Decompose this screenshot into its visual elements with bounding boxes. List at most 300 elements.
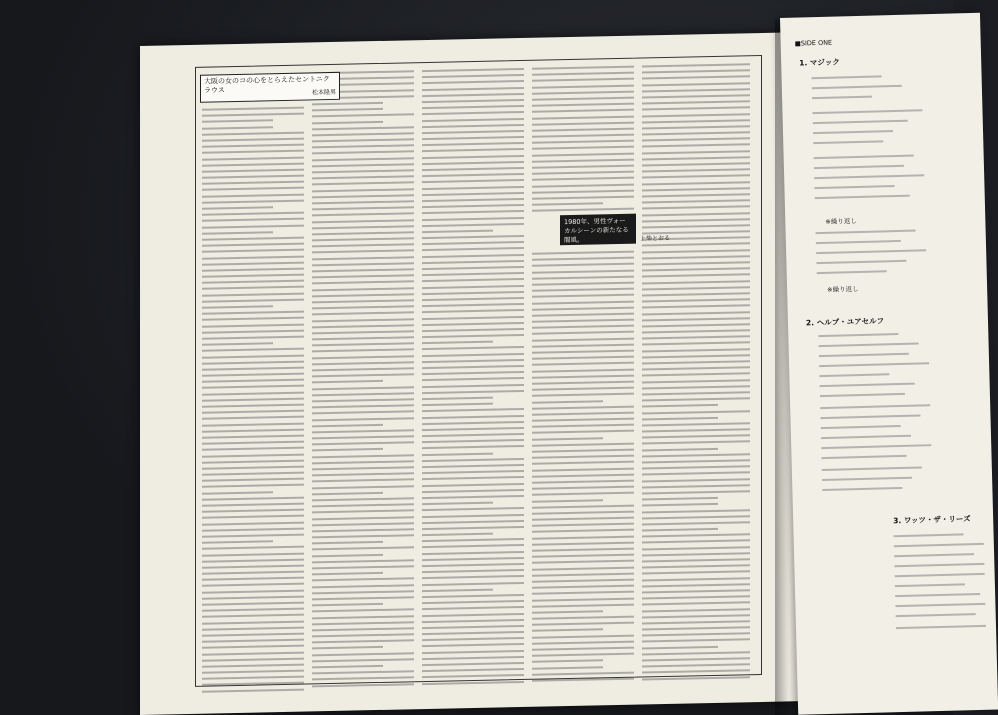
text-line xyxy=(422,533,493,536)
text-line xyxy=(312,522,414,526)
text-line xyxy=(202,577,304,581)
text-line xyxy=(312,578,414,582)
text-line xyxy=(422,563,524,567)
text-line xyxy=(642,397,750,401)
text-line xyxy=(312,479,414,483)
text-line xyxy=(422,192,524,196)
text-line xyxy=(532,165,634,169)
text-line xyxy=(202,435,304,439)
text-line xyxy=(642,428,750,432)
text-line xyxy=(422,173,524,177)
text-line xyxy=(312,534,414,538)
text-line xyxy=(202,156,304,160)
text-line xyxy=(642,255,750,259)
text-line xyxy=(202,633,304,637)
text-line xyxy=(642,490,750,494)
text-line xyxy=(312,206,414,210)
text-line xyxy=(202,120,273,123)
text-column-5 xyxy=(642,63,750,665)
text-line xyxy=(422,186,524,190)
section-heading-box xyxy=(560,214,636,246)
lyric-line xyxy=(814,174,924,179)
text-line xyxy=(642,589,750,593)
text-line xyxy=(532,511,634,515)
text-line xyxy=(312,554,383,557)
text-line xyxy=(532,90,634,94)
text-line xyxy=(642,94,750,98)
article-title: 大阪の女のコの心をとらえたセントニクラウス xyxy=(204,75,330,95)
text-line xyxy=(532,480,634,484)
text-line xyxy=(642,162,750,166)
text-line xyxy=(202,404,304,408)
text-line xyxy=(422,130,524,134)
text-line xyxy=(312,262,414,266)
text-line xyxy=(312,485,414,489)
text-line xyxy=(312,472,414,476)
lyric-line xyxy=(818,333,898,337)
text-line xyxy=(532,585,634,589)
lyric-line xyxy=(894,543,984,547)
text-line xyxy=(312,646,383,649)
text-line xyxy=(532,183,634,187)
text-line xyxy=(422,328,524,332)
text-line xyxy=(532,288,634,292)
text-line xyxy=(642,199,750,203)
text-line xyxy=(312,138,414,142)
text-line xyxy=(422,216,524,220)
text-line xyxy=(312,114,414,118)
text-line xyxy=(202,391,304,395)
text-line xyxy=(642,546,750,550)
text-line xyxy=(312,454,414,458)
text-line xyxy=(532,356,634,360)
text-line xyxy=(312,497,414,501)
text-line xyxy=(202,484,304,488)
text-line xyxy=(532,405,634,409)
text-line xyxy=(422,334,524,338)
text-line xyxy=(532,109,634,113)
text-line xyxy=(202,126,273,129)
text-line xyxy=(422,439,524,443)
text-line xyxy=(422,359,524,363)
text-line xyxy=(312,417,414,421)
text-line xyxy=(422,476,524,480)
text-line xyxy=(202,218,304,222)
text-line xyxy=(642,144,750,148)
text-line xyxy=(312,145,414,149)
text-line xyxy=(642,540,750,544)
text-line xyxy=(312,411,414,415)
text-line xyxy=(532,473,634,477)
text-line xyxy=(532,572,634,576)
lyric-line xyxy=(822,466,922,471)
text-line xyxy=(642,434,750,438)
text-line xyxy=(312,492,383,495)
text-line xyxy=(422,105,524,109)
text-line xyxy=(312,268,414,272)
text-line xyxy=(532,343,634,347)
text-line xyxy=(422,483,524,487)
text-line xyxy=(422,414,524,418)
text-line xyxy=(532,622,634,626)
text-line xyxy=(312,621,414,625)
text-line xyxy=(422,507,524,511)
lyric-line xyxy=(819,353,909,357)
text-line xyxy=(642,391,750,395)
lyric-line xyxy=(822,487,902,491)
text-line xyxy=(532,566,634,570)
text-line xyxy=(202,379,304,383)
text-line xyxy=(422,650,524,654)
text-line xyxy=(422,117,524,121)
text-line xyxy=(642,448,718,452)
text-line xyxy=(422,74,524,78)
text-line xyxy=(532,282,634,286)
text-line xyxy=(202,292,304,296)
text-line xyxy=(532,350,634,354)
text-line xyxy=(642,602,750,606)
text-line xyxy=(532,616,634,620)
text-line xyxy=(642,564,750,568)
lyric-line xyxy=(820,404,930,409)
text-line xyxy=(202,602,304,606)
text-line xyxy=(312,219,414,223)
text-line xyxy=(642,348,750,352)
text-line xyxy=(202,150,304,154)
side-label: ■SIDE ONE xyxy=(794,38,833,48)
text-line xyxy=(642,280,750,284)
text-line xyxy=(202,657,304,661)
text-line xyxy=(312,330,414,334)
text-line xyxy=(202,138,304,142)
text-line xyxy=(422,210,524,214)
text-line xyxy=(532,455,634,459)
lyric-line xyxy=(813,140,883,144)
text-line xyxy=(202,564,304,568)
text-line xyxy=(532,535,634,539)
text-line xyxy=(532,140,634,144)
text-line xyxy=(202,373,304,377)
lyric-line xyxy=(812,75,882,79)
text-line xyxy=(312,343,414,347)
text-line xyxy=(202,162,304,166)
text-line xyxy=(312,386,414,390)
text-line xyxy=(312,237,414,241)
text-line xyxy=(642,651,750,655)
repeat-note-2: ※繰り返し xyxy=(827,285,859,294)
text-line xyxy=(422,229,493,232)
text-line xyxy=(312,312,414,316)
text-line xyxy=(202,552,304,556)
text-line xyxy=(312,404,414,408)
text-line xyxy=(422,155,524,159)
track-2-title: 2. ヘルプ・ユアセルフ xyxy=(805,316,885,328)
text-line xyxy=(422,341,493,344)
text-line xyxy=(312,194,414,198)
text-line xyxy=(532,387,634,391)
text-line xyxy=(422,557,524,561)
text-line xyxy=(202,496,304,500)
section-heading: 1980年、男性ヴォーカルシーンの新たなる闇風。 xyxy=(564,216,629,245)
text-line xyxy=(202,286,304,290)
lyric-line xyxy=(813,120,908,124)
text-line xyxy=(202,131,304,135)
section-author: 上柴とおる xyxy=(640,234,671,243)
text-line xyxy=(202,608,304,612)
text-line xyxy=(422,390,524,394)
text-line xyxy=(312,665,383,668)
text-line xyxy=(642,453,750,457)
text-line xyxy=(312,373,414,377)
text-line xyxy=(532,393,634,397)
text-line xyxy=(422,656,524,660)
text-line xyxy=(312,102,383,105)
text-line xyxy=(312,169,414,173)
text-line xyxy=(422,427,524,431)
text-line xyxy=(312,603,383,606)
text-line xyxy=(532,634,634,638)
text-line xyxy=(312,658,414,662)
text-line xyxy=(642,366,750,370)
text-line xyxy=(202,261,304,265)
text-line xyxy=(642,76,750,80)
text-line xyxy=(532,517,634,521)
text-line xyxy=(312,287,414,291)
lyric-line xyxy=(896,613,976,617)
text-line xyxy=(532,78,634,82)
text-line xyxy=(312,244,414,248)
text-line xyxy=(312,510,414,514)
text-line xyxy=(642,608,750,612)
text-line xyxy=(312,541,383,544)
text-line xyxy=(202,193,304,197)
text-line xyxy=(312,442,414,446)
text-column-4-bottom xyxy=(532,251,634,668)
text-line xyxy=(312,225,414,229)
text-line xyxy=(422,266,524,270)
text-line xyxy=(312,633,414,637)
text-line xyxy=(642,646,718,650)
text-line xyxy=(642,478,750,482)
text-line xyxy=(312,460,414,464)
lyric-line xyxy=(821,425,901,429)
text-line xyxy=(642,298,750,302)
text-line xyxy=(422,353,524,357)
text-line xyxy=(642,125,750,129)
text-line xyxy=(642,657,750,661)
text-line xyxy=(532,560,634,564)
text-line xyxy=(202,478,304,482)
text-line xyxy=(642,577,750,581)
text-line xyxy=(312,336,414,340)
text-line xyxy=(202,224,304,228)
text-line xyxy=(532,337,634,341)
text-line xyxy=(642,187,750,191)
text-line xyxy=(312,559,414,563)
text-line xyxy=(532,128,634,132)
text-line xyxy=(642,175,750,179)
lyric-line xyxy=(895,603,985,607)
lyric-line xyxy=(816,240,901,244)
text-line xyxy=(422,569,524,573)
text-line xyxy=(532,554,634,558)
lyric-line xyxy=(813,130,893,134)
liner-notes-sheet xyxy=(140,32,800,715)
lyric-line xyxy=(819,362,929,367)
text-line xyxy=(422,625,524,629)
text-line xyxy=(532,381,634,385)
lyric-line xyxy=(821,435,911,439)
text-line xyxy=(532,269,634,273)
text-line xyxy=(202,534,304,538)
text-line xyxy=(532,313,634,317)
text-line xyxy=(532,72,634,76)
text-line xyxy=(532,504,634,508)
text-line xyxy=(422,148,524,152)
text-line xyxy=(532,196,634,200)
lyric-line xyxy=(895,583,965,587)
text-line xyxy=(642,88,750,92)
text-line xyxy=(642,274,750,278)
text-line xyxy=(312,213,414,217)
text-line xyxy=(312,590,414,594)
text-line xyxy=(422,643,524,647)
text-line xyxy=(312,367,414,371)
text-line xyxy=(532,263,634,267)
text-line xyxy=(202,212,304,216)
text-line xyxy=(642,373,750,377)
text-line xyxy=(422,87,524,91)
track-1-title: 1. マジック xyxy=(799,57,840,68)
text-line xyxy=(202,527,304,531)
text-line xyxy=(642,595,750,599)
text-line xyxy=(422,445,524,449)
text-line xyxy=(422,502,493,505)
text-line xyxy=(202,298,304,302)
text-line xyxy=(642,113,750,117)
text-line xyxy=(312,503,414,507)
text-line xyxy=(642,410,750,414)
text-line xyxy=(532,325,634,329)
text-line xyxy=(642,335,750,339)
text-line xyxy=(642,119,750,123)
text-line xyxy=(532,597,634,601)
text-line xyxy=(422,93,524,97)
text-line xyxy=(312,132,414,136)
text-line xyxy=(422,520,524,524)
text-line xyxy=(202,459,304,463)
text-line xyxy=(642,354,750,358)
text-line xyxy=(532,437,603,440)
text-line xyxy=(642,583,750,587)
text-line xyxy=(422,371,524,375)
text-line xyxy=(422,421,524,425)
lyric-line xyxy=(812,109,922,114)
text-line xyxy=(532,548,634,552)
text-line xyxy=(642,181,750,185)
text-line xyxy=(422,594,524,598)
text-line xyxy=(422,80,524,84)
text-line xyxy=(202,305,273,308)
text-line xyxy=(532,257,634,261)
text-line xyxy=(422,433,524,437)
text-line xyxy=(532,647,634,651)
lyric-line xyxy=(816,260,906,264)
text-line xyxy=(422,495,524,499)
text-line xyxy=(202,360,304,364)
text-line xyxy=(532,610,603,613)
text-line xyxy=(642,558,750,562)
text-line xyxy=(532,146,634,150)
text-line xyxy=(422,179,524,183)
lyric-line xyxy=(819,373,889,377)
text-line xyxy=(422,136,524,140)
text-line xyxy=(422,408,524,412)
text-line xyxy=(422,662,524,666)
text-line xyxy=(422,526,524,530)
text-line xyxy=(422,538,524,542)
text-line xyxy=(642,497,718,501)
text-line xyxy=(312,435,414,439)
text-line xyxy=(532,306,634,310)
text-line xyxy=(312,627,414,631)
text-line xyxy=(642,131,750,135)
text-line xyxy=(202,113,304,117)
text-line xyxy=(202,410,304,414)
text-line xyxy=(202,366,304,370)
text-line xyxy=(202,249,304,253)
text-line xyxy=(532,374,634,378)
text-line xyxy=(422,142,524,146)
text-line xyxy=(422,260,524,264)
text-line xyxy=(202,243,304,247)
text-line xyxy=(202,645,304,649)
text-line xyxy=(312,200,414,204)
text-line xyxy=(422,291,524,295)
text-line xyxy=(642,286,750,290)
text-line xyxy=(532,541,634,545)
text-line xyxy=(312,572,383,575)
text-line xyxy=(642,107,750,111)
text-line xyxy=(312,324,414,328)
text-line xyxy=(642,100,750,104)
text-column-4-top xyxy=(532,66,634,208)
text-line xyxy=(642,212,750,216)
article-author: 松本隆男 xyxy=(311,88,336,97)
lyric-line xyxy=(894,533,964,537)
text-line xyxy=(422,470,524,474)
text-line xyxy=(532,579,634,583)
text-line xyxy=(202,589,304,593)
text-line xyxy=(642,305,750,309)
text-line xyxy=(202,441,304,445)
text-line xyxy=(312,380,383,383)
lyric-line xyxy=(812,96,872,100)
text-line xyxy=(312,615,414,619)
text-line xyxy=(532,202,603,205)
text-line xyxy=(532,189,634,193)
text-line xyxy=(422,606,524,610)
text-line xyxy=(642,639,750,643)
text-line xyxy=(422,551,524,555)
text-line xyxy=(532,529,634,533)
text-line xyxy=(642,379,750,383)
text-line xyxy=(422,204,524,208)
text-line xyxy=(422,513,524,517)
text-line xyxy=(422,458,524,462)
text-line xyxy=(532,467,634,471)
text-line xyxy=(312,120,383,123)
